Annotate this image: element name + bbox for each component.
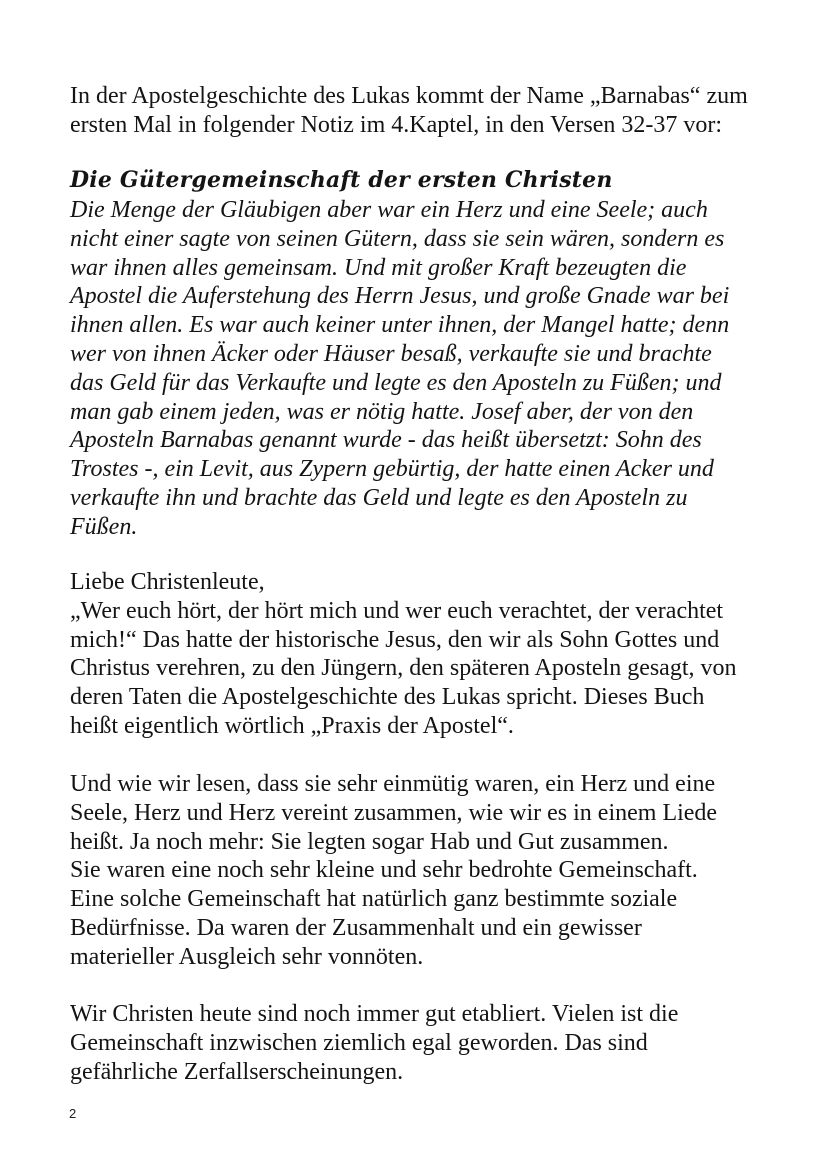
- today-paragraph: [70, 1000, 790, 1086]
- intro-paragraph: [70, 82, 790, 140]
- text-line: Gemeinschaft inzwischen ziemlich egal geworden. Das sind: [70, 1029, 648, 1056]
- text-line: ihnen allen. Es war auch keiner unter ihnen, der Mangel hatte; denn: [70, 312, 730, 339]
- text-line: Aposteln Barnabas genannt wurde - das heißt übersetzt: Sohn des: [70, 427, 702, 454]
- text-line: man gab einem jeden, was er nötig hatte. Josef aber, der von den: [70, 398, 694, 425]
- text-line: Wir Christen heute sind noch immer gut etabliert. Vielen ist die: [70, 1001, 679, 1027]
- text-line: verkaufte ihn und brachte das Geld und legte es den Aposteln zu: [70, 484, 688, 511]
- text-line: Eine solche Gemeinschaft hat natürlich ganz bestimmte soziale: [70, 886, 678, 913]
- scripture-passage: [70, 196, 790, 542]
- text-line: deren Taten die Apostelgeschichte des Lukas spricht. Dieses Buch: [70, 684, 705, 711]
- text-line: „Wer euch hört, der hört mich und wer euch verachtet, der verachtet: [70, 597, 724, 624]
- text-line: war ihnen alles gemeinsam. Und mit großer Kraft bezeugten die: [70, 254, 687, 281]
- salutation-paragraph: [70, 568, 790, 741]
- text-line: das Geld für das Verkaufte und legte es den Aposteln zu Füßen; und: [70, 369, 722, 396]
- text-line: In der Apostelgeschichte des Lukas kommt der Name „Barnabas“ zum: [70, 83, 748, 109]
- page-number: 2: [69, 1106, 77, 1121]
- text-line: mich!“ Das hatte der historische Jesus, den wir als Sohn Gottes und: [70, 626, 720, 653]
- text-line: Liebe Christenleute,: [70, 569, 265, 595]
- text-line: ersten Mal in folgender Notiz im 4.Kaptel, in den Versen 32-37 vor:: [70, 111, 723, 138]
- text-line: Füßen.: [70, 513, 138, 540]
- text-line: Sie waren eine noch sehr kleine und sehr bedrohte Gemeinschaft.: [70, 857, 698, 884]
- text-line: Die Menge der Gläubigen aber war ein Herz und eine Seele; auch: [70, 197, 708, 223]
- text-line: Trostes -, ein Levit, aus Zypern gebürtig, der hatte einen Acker und: [70, 456, 714, 483]
- text-line: gefährliche Zerfallserscheinungen.: [70, 1058, 404, 1085]
- text-line: Christus verehren, zu den Jüngern, den späteren Aposteln gesagt, von: [70, 655, 737, 682]
- text-line: wer von ihnen Äcker oder Häuser besaß, verkaufte sie und brachte: [70, 340, 712, 367]
- text-line: nicht einer sagte von seinen Gütern, dass sie sein wären, sondern es: [70, 225, 725, 252]
- text-line: Seele, Herz und Herz vereint zusammen, wie wir es in einem Liede: [70, 799, 718, 826]
- text-line: Bedürfnisse. Da waren der Zusammenhalt und ein gewisser: [70, 914, 642, 941]
- text-line: materieller Ausgleich sehr vonnöten.: [70, 943, 424, 970]
- unity-paragraph: [70, 770, 790, 972]
- text-line: heißt. Ja noch mehr: Sie legten sogar Hab und Gut zusammen.: [70, 828, 669, 855]
- scripture-heading: Die Gütergemeinschaft der ersten Christen: [70, 167, 613, 193]
- text-line: Apostel die Auferstehung des Herrn Jesus, und große Gnade war bei: [70, 283, 730, 310]
- text-line: heißt eigentlich wörtlich „Praxis der Apostel“.: [70, 712, 514, 739]
- text-line: Und wie wir lesen, dass sie sehr einmütig waren, ein Herz und eine: [70, 771, 716, 797]
